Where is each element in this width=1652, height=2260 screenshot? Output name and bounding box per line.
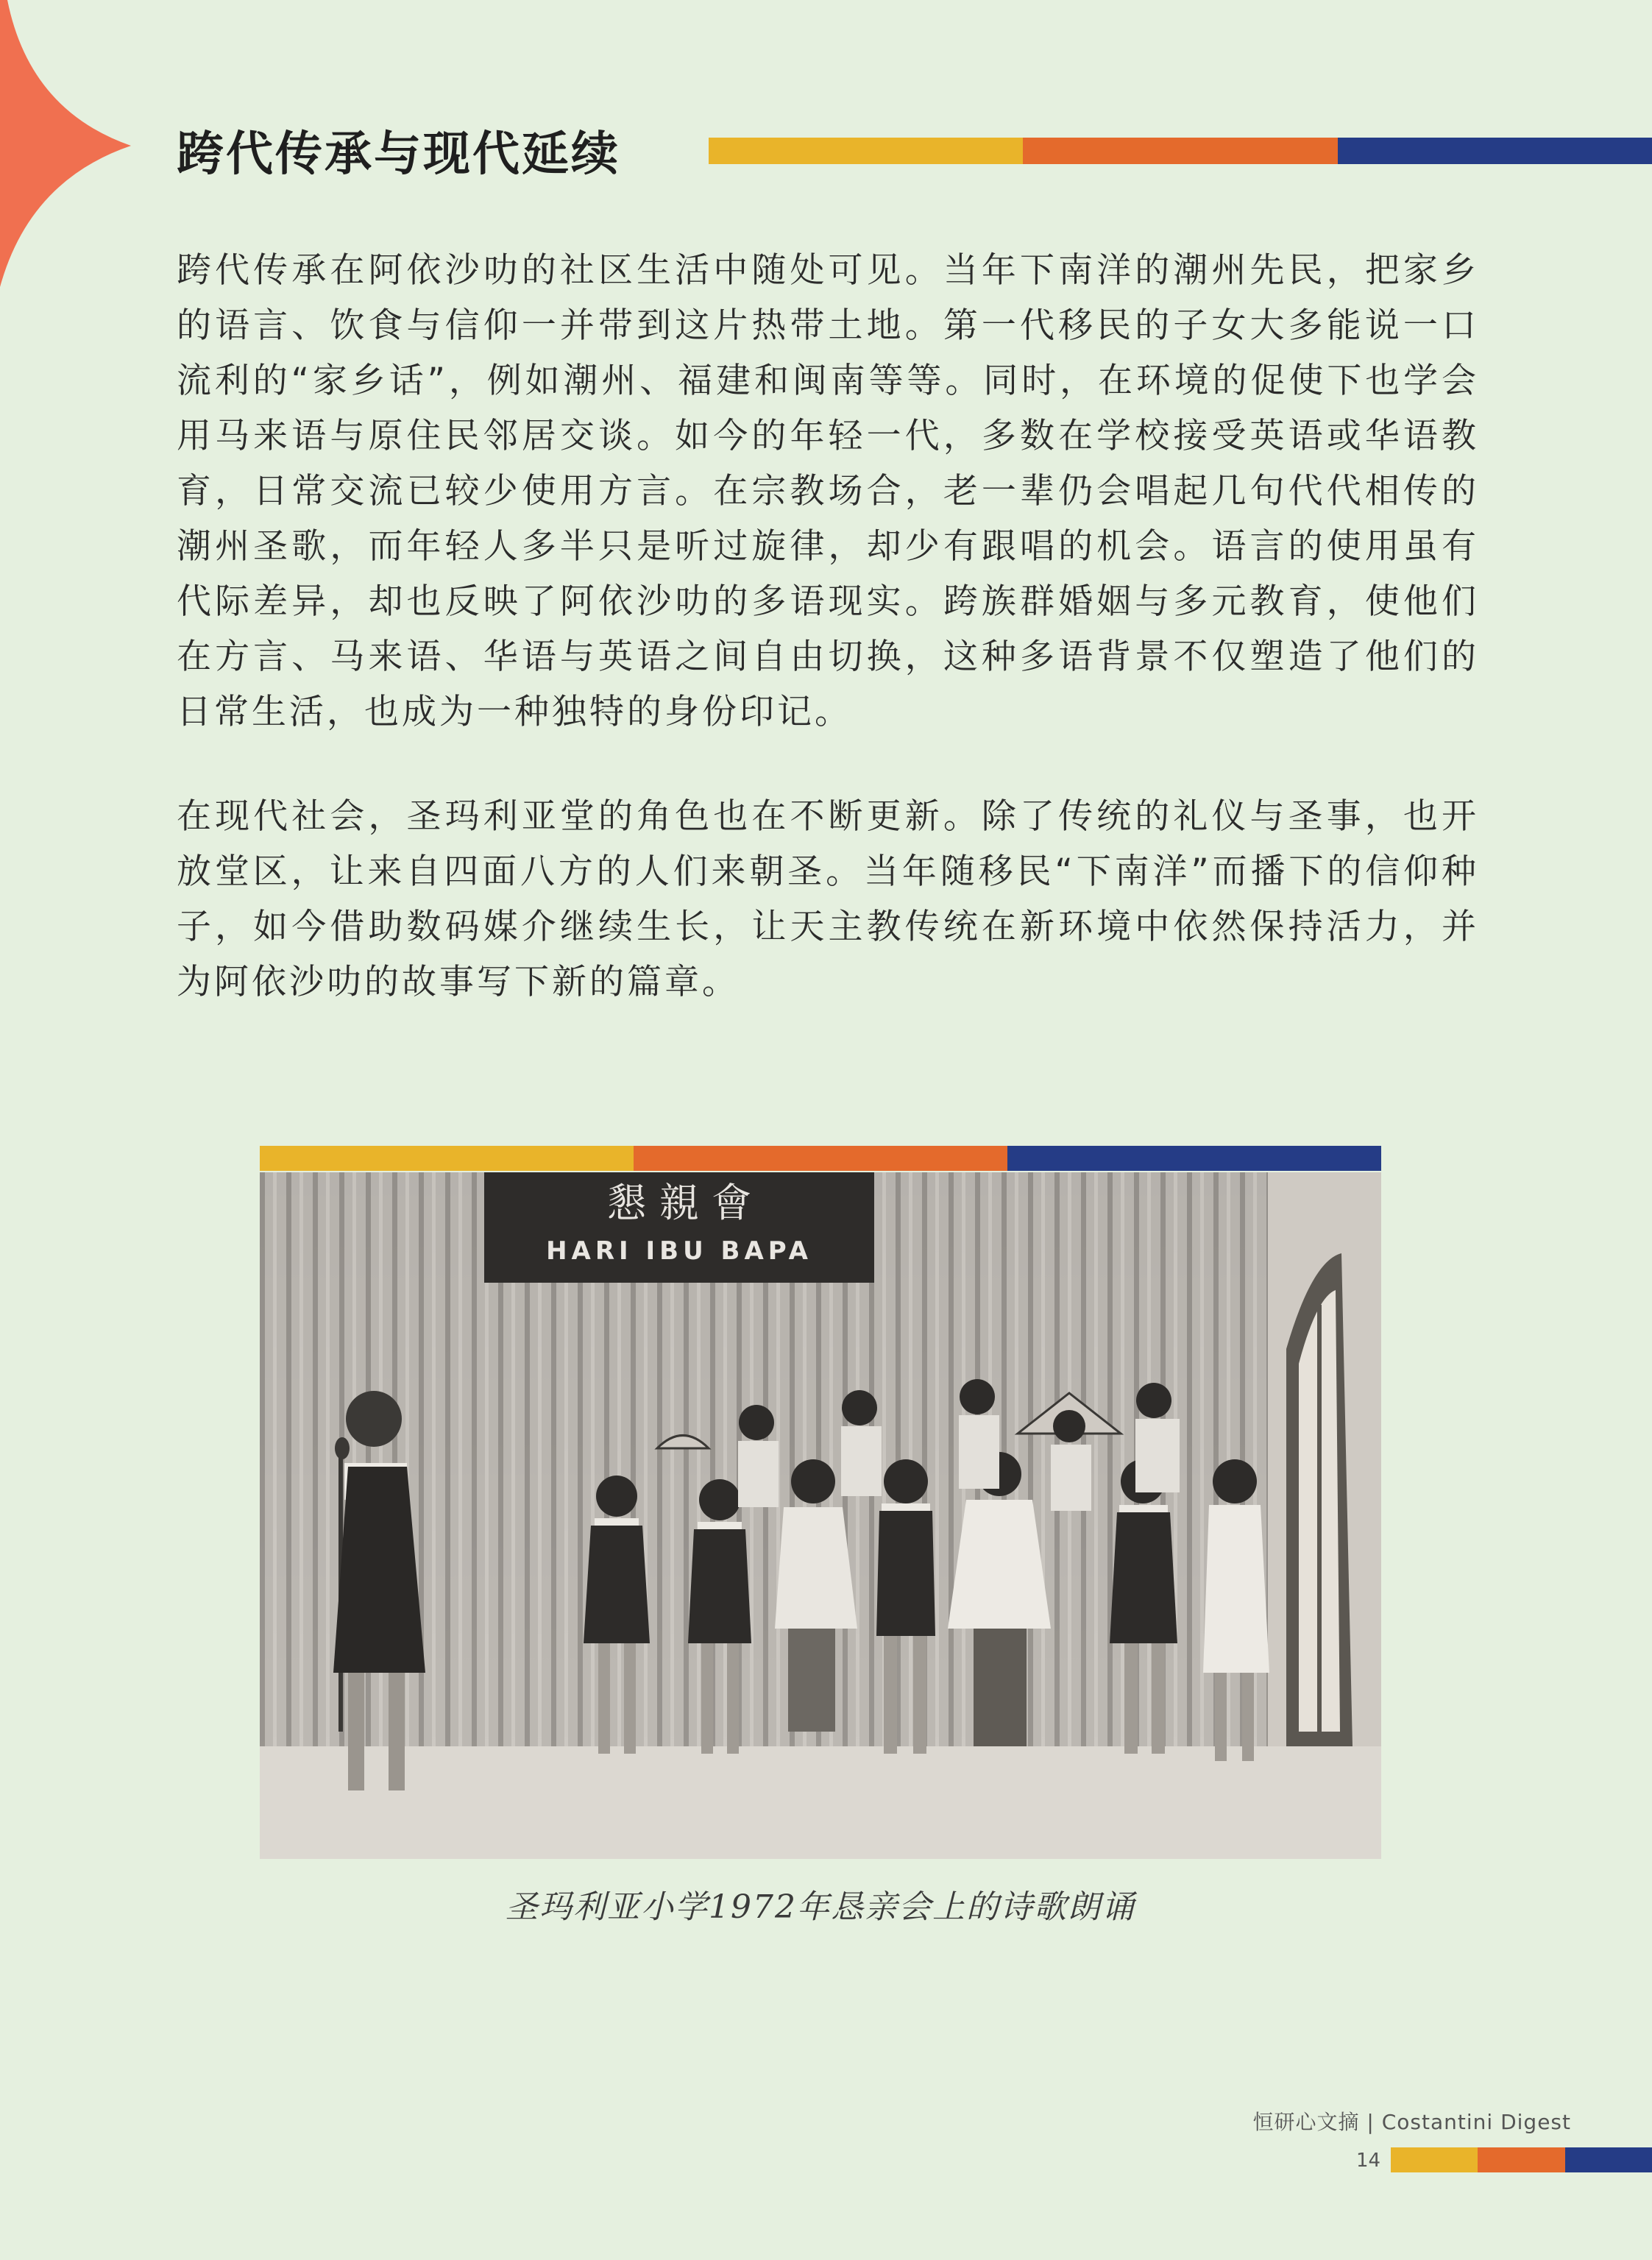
- corner-decoration: [0, 0, 140, 294]
- photo-color-bar: [260, 1146, 1381, 1171]
- historical-photo: [260, 1172, 1381, 1859]
- title-color-bar: [709, 138, 1652, 164]
- photo-caption: 圣玛利亚小学1972年恳亲会上的诗歌朗诵: [506, 1888, 1135, 1926]
- paragraph-2: 在现代社会，圣玛利亚堂的角色也在不断更新。除了传统的礼仪与圣事，也开放堂区，让来自四面八方的人们来朝圣。当年随移民“下南洋”而播下的信仰种子，如今借助数码媒介继续生长，让天主教传统在新环境中依然保持活力，并为阿依沙叻的故事写下新的篇章。: [177, 796, 1479, 1002]
- paragraph-1: 跨代传承在阿依沙叻的社区生活中随处可见。当年下南洋的潮州先民，把家乡的语言、饮食与信仰一并带到这片热带土地。第一代移民的子女大多能说一口流利的“家乡话”，例如潮州、福建和闽南等等。同时，在环境的促使下也学会用马来语与原住民邻居交谈。如今的年轻一代，多数在学校接受英语或华语教育，日常交流已较少使用方言。在宗教场合，老一辈仍会唱起几句代代相传的潮州圣歌，而年轻人多半只是听过旋律，却少有跟唱的机会。语言的使用虽有代际差异，却也反映了阿依沙叻的多语现实。跨族群婚姻与多元教育，使他们在方言、马来语、华语与英语之间自由切换，这种多语背景不仅塑造了他们的日常生活，也成为一种独特的身份印记。: [177, 250, 1479, 732]
- publication-name: 恒研心文摘 | Costantini Digest: [1252, 2110, 1571, 2134]
- page-title: 跨代传承与现代延续: [177, 127, 620, 182]
- banner-chinese: 懇 親 會: [606, 1180, 752, 1226]
- footer-color-bar: [1391, 2147, 1652, 2172]
- page-number: 14: [1356, 2150, 1381, 2172]
- banner-malay: HARI IBU BAPA: [546, 1236, 812, 1266]
- section-heading: [177, 121, 1652, 195]
